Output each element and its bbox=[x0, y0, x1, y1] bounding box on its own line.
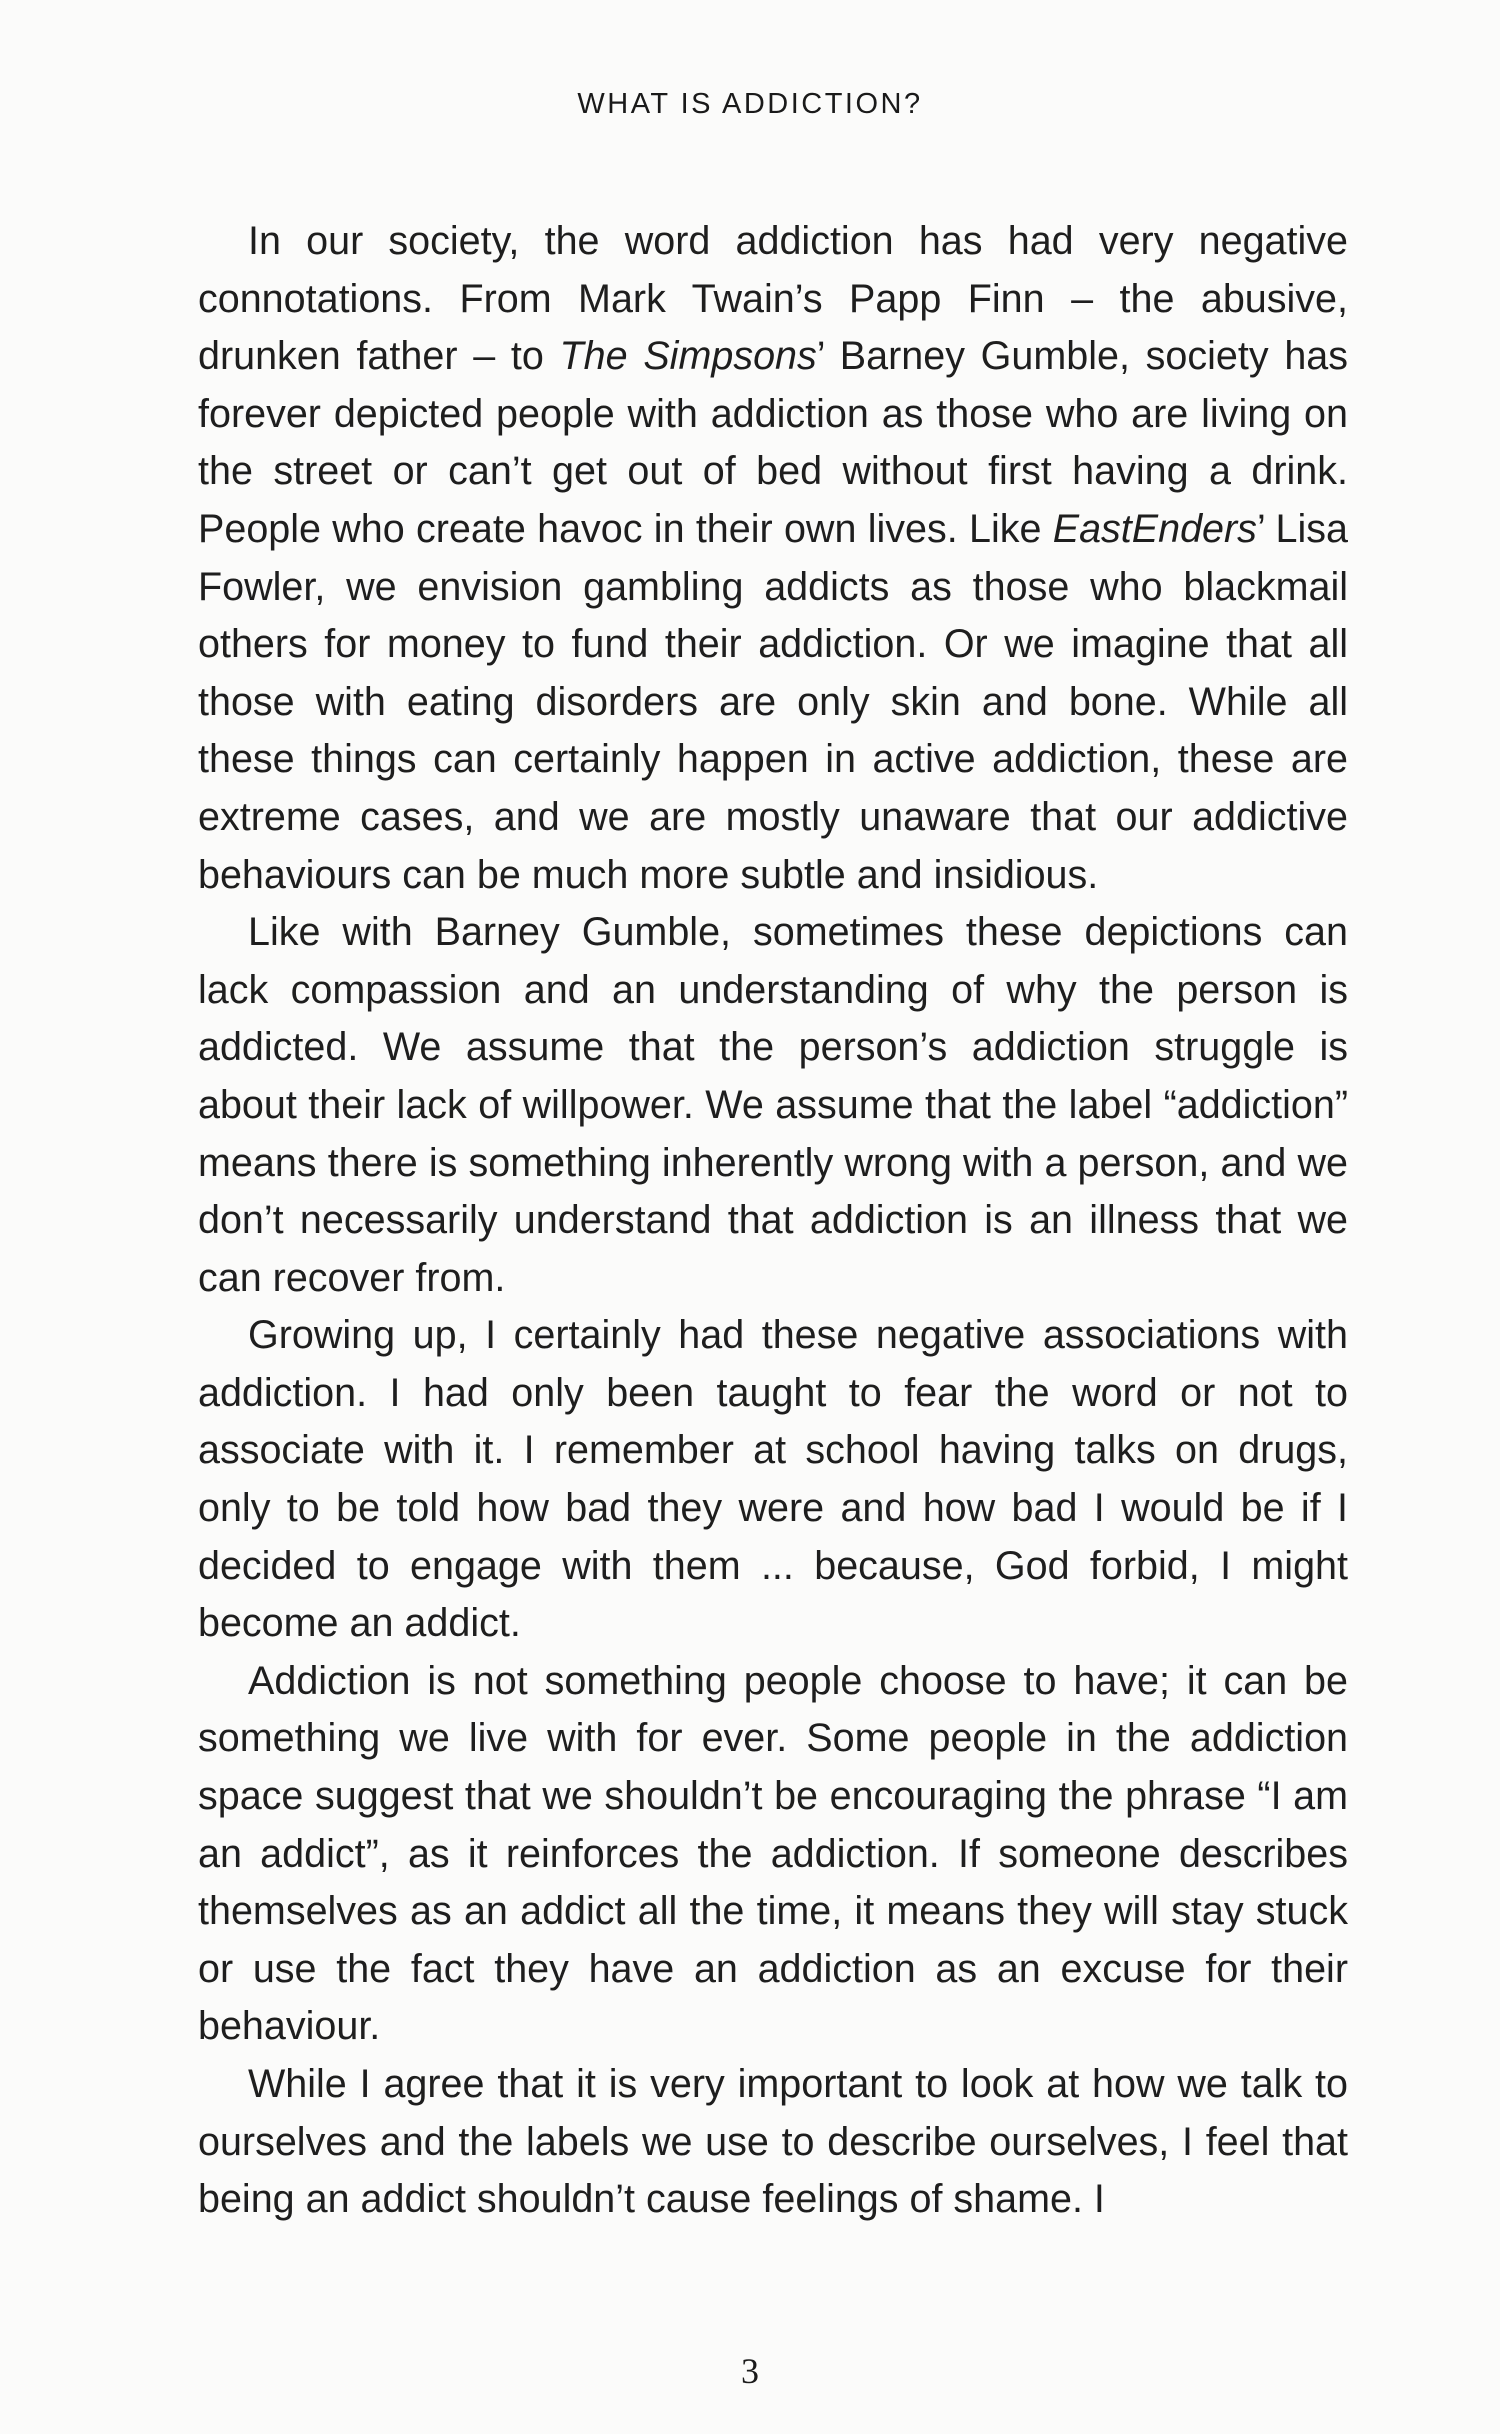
paragraph-1-part-3: ’ Lisa Fowler, we envision gambling addicts as those who blackmail others for money to fund their addiction. Or we imagine that all those with eating disorders are only skin and bone. While all these things can certainly happen in active addiction, these are extreme cases, and we are mostly unaware that our addictive behaviours can be much more subtle and insidious. bbox=[198, 506, 1348, 897]
paragraph-5: While I agree that it is very important to look at how we talk to ourselves and the labels we use to describe ourselves, I feel that being an addict shouldn’t cause feelings of shame. I bbox=[198, 2062, 1348, 2222]
running-head: WHAT IS ADDICTION? bbox=[577, 88, 923, 120]
page-number: 3 bbox=[741, 2351, 759, 2391]
paragraph-3: Growing up, I certainly had these negative associations with addiction. I had only been taught to fear the word or not to associate with it. I remember at school having talks on drugs, only to be told how bad they were and how bad I would be if I decided to engage with them ... because, God forbid, I might become an addict. bbox=[198, 1313, 1348, 1646]
title-eastenders: EastEnders bbox=[1052, 506, 1257, 551]
paragraph-1 bbox=[198, 213, 1348, 904]
paragraph-2: Like with Barney Gumble, sometimes these depictions can lack compassion and an understanding of why the person is addicted. We assume that the person’s addiction struggle is about their lack of willpower. We assume that the label “addiction” means there is something inherently wrong with a person, and we don’t necessarily understand that addiction is an illness that we can recover from. bbox=[198, 910, 1348, 1300]
title-the-simpsons: The Simpsons bbox=[559, 334, 817, 379]
paragraph-1-part-1: In our society, the word addiction has had very negative connotations. From Mark Twain’s Papp Finn – the abusive, drunken father – to bbox=[198, 219, 1348, 379]
paragraph-1-part-2: ’ Barney Gumble, society has forever depicted people with addiction as those who are living on the street or can’t get out of bed without first having a drink. People who create havoc in their own lives. Like bbox=[198, 334, 1349, 551]
paragraph-4: Addiction is not something people choose to have; it can be something we live with for ever. Some people in the addiction space suggest that we shouldn’t be encouraging the phrase “I am an addict”, as it reinforces the addiction. If someone describes themselves as an addict all the time, it means they will stay stuck or use the fact they have an addiction as an excuse for their behaviour. bbox=[198, 1658, 1348, 2049]
body-text bbox=[198, 213, 1348, 2229]
